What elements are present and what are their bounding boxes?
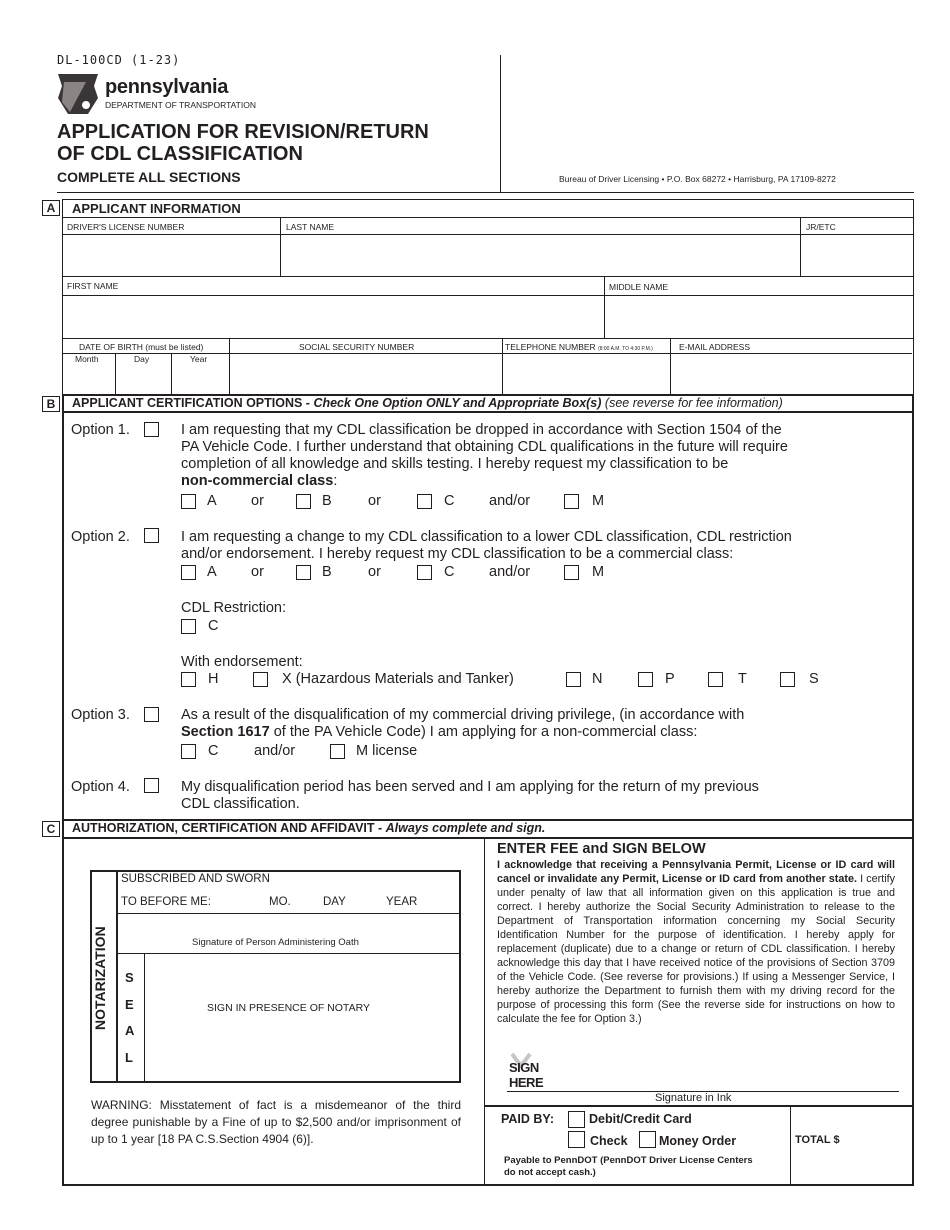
option-1-class-b-label: B [322, 493, 332, 509]
sign-here-line-2: HERE [509, 1075, 544, 1090]
sign-here-line-1: SIGN [509, 1060, 539, 1075]
option-1-class-m-label: M [592, 493, 605, 509]
option-2-class-m-label: M [592, 564, 605, 580]
sworn-line-2: TO BEFORE ME: [121, 896, 211, 908]
acknowledgement-bold: I acknowledge that receiving a Pennsylvania Permit, License or ID card will cancel or invalidate any Permit, License or ID card from another state. [497, 859, 895, 885]
option-3-line-1: As a result of the disqualification of my commercial driving privilege, (in accordance with [181, 707, 745, 723]
seal-letter: E [125, 996, 134, 1012]
total-amount-field[interactable] [850, 1125, 910, 1147]
joiner: or [368, 493, 381, 509]
jr-etc-label: JR/ETC [806, 222, 836, 232]
option-1-class-c-label: C [444, 493, 455, 509]
sworn-line-1: SUBSCRIBED AND SWORN [121, 873, 270, 885]
money-order-label: Money Order [659, 1134, 737, 1148]
joiner: and/or [489, 564, 531, 580]
option-4-line-1: My disqualification period has been served and I am applying for the return of my previous [181, 779, 759, 795]
section-b-title [72, 396, 783, 410]
option-1-class-m-checkbox[interactable] [564, 494, 579, 509]
endorsement-s-checkbox[interactable] [780, 672, 795, 687]
telephone-label [505, 342, 653, 352]
section-b-rule [62, 411, 914, 413]
debit-credit-checkbox[interactable] [568, 1111, 585, 1128]
dob-field[interactable] [64, 365, 228, 393]
email-label: E-MAIL ADDRESS [679, 342, 751, 352]
endorsement-n-checkbox[interactable] [566, 672, 581, 687]
endorsement-s-label: S [809, 671, 819, 687]
section-c-title-italic: Always complete and sign. [385, 821, 546, 835]
option-1-line-2: PA Vehicle Code. I further understand that obtaining CDL qualifications in the future will require [181, 439, 788, 455]
agency-name: pennsylvania [105, 76, 229, 98]
option-2-label: Option 2. [71, 529, 130, 545]
option-3-label: Option 3. [71, 707, 130, 723]
endorsement-t-checkbox[interactable] [708, 672, 723, 687]
telephone-hours: (8:00 A.M. TO 4:30 P.M.) [598, 346, 653, 352]
form-id: DL-100CD (1-23) [57, 53, 181, 67]
telephone-label-text: TELEPHONE NUMBER [505, 342, 596, 352]
option-2-class-m-checkbox[interactable] [564, 565, 579, 580]
oath-signature-label: Signature of Person Administering Oath [192, 937, 359, 948]
joiner: or [251, 493, 264, 509]
option-4-text [181, 779, 759, 813]
notary-inner-divider [116, 871, 118, 1082]
applicant-signature-field[interactable] [548, 1060, 896, 1090]
field-rule [63, 295, 913, 296]
option-1-class-b-checkbox[interactable] [296, 494, 311, 509]
option-3-class-c-checkbox[interactable] [181, 744, 196, 759]
option-1-class-a-checkbox[interactable] [181, 494, 196, 509]
option-4-line-2: CDL classification. [181, 796, 300, 812]
section-a-rule [62, 217, 914, 218]
option-1-class-a-label: A [207, 493, 217, 509]
section-b-title-main: APPLICANT CERTIFICATION OPTIONS - [72, 396, 314, 410]
dl-number-field[interactable] [63, 233, 280, 276]
option-4-checkbox[interactable] [144, 778, 159, 793]
signature-ink-label: Signature in Ink [655, 1092, 732, 1104]
option-3-m-license-label: M license [356, 743, 418, 759]
money-order-checkbox[interactable] [639, 1131, 656, 1148]
first-name-label: FIRST NAME [67, 281, 119, 291]
section-b-title-note: (see reverse for fee information) [601, 396, 783, 410]
middle-name-label: MIDDLE NAME [609, 282, 669, 292]
middle-name-field[interactable] [606, 295, 912, 337]
divider [604, 276, 605, 338]
divider [670, 338, 671, 394]
endorsement-h-label: H [208, 671, 219, 687]
option-3-line-2-rest: of the PA Vehicle Code) I am applying for a non-commercial class: [269, 724, 698, 740]
seal-divider [144, 954, 145, 1082]
dob-month-label: Month [75, 354, 99, 364]
form-title [57, 121, 429, 165]
option-1-label: Option 1. [71, 422, 130, 438]
payment-rule [485, 1105, 913, 1107]
seal-letter: A [125, 1023, 135, 1038]
option-2-class-c-label: C [444, 564, 455, 580]
jr-etc-field[interactable] [802, 233, 912, 276]
joiner: and/or [254, 743, 296, 759]
sign-in-presence-label: SIGN IN PRESENCE OF NOTARY [207, 1002, 370, 1014]
option-1-line-4 [181, 473, 788, 490]
sign-here-label [509, 1060, 543, 1090]
agency-sub: DEPARTMENT OF TRANSPORTATION [105, 100, 256, 110]
paid-by-label: PAID BY: [501, 1112, 555, 1126]
section-a-title: APPLICANT INFORMATION [72, 201, 241, 216]
debit-credit-label: Debit/Credit Card [589, 1112, 692, 1126]
option-2-class-a-checkbox[interactable] [181, 565, 196, 580]
sworn-year: YEAR [386, 896, 418, 908]
check-checkbox[interactable] [568, 1131, 585, 1148]
endorsement-p-checkbox[interactable] [638, 672, 653, 687]
total-label: TOTAL $ [795, 1134, 840, 1146]
seal-letters [125, 965, 134, 1071]
row-rule [62, 338, 914, 339]
option-3-m-license-checkbox[interactable] [330, 744, 345, 759]
option-2-class-b-label: B [322, 564, 332, 580]
warning-text: WARNING: Misstatement of fact is a misdemeanor of the third degree punishable by a Fine of up to $2,500 and/or imprisonment of up to 1 year [18 PA C.S.Section 4904 (6)]. [91, 1098, 461, 1146]
option-4-label: Option 4. [71, 779, 130, 795]
option-2-line-1: I am requesting a change to my CDL classification to a lower CDL classification, CDL restriction [181, 529, 792, 545]
option-2-class-b-checkbox[interactable] [296, 565, 311, 580]
phone-rule [502, 353, 912, 354]
dob-year-label: Year [190, 354, 208, 364]
telephone-field[interactable] [504, 355, 669, 393]
divider [800, 217, 801, 276]
bureau-address: Bureau of Driver Licensing • P.O. Box 68272 • Harrisburg, PA 17109-8272 [559, 174, 836, 184]
option-1-line-3: completion of all knowledge and skills testing. I hereby request my classification to be [181, 456, 729, 472]
title-line-2: OF CDL CLASSIFICATION [57, 143, 303, 165]
endorsement-x-label: X (Hazardous Materials and Tanker) [282, 671, 514, 687]
section-c-letter: C [42, 821, 60, 837]
section-c-divider [484, 838, 485, 1185]
title-line-1: APPLICATION FOR REVISION/RETURN [57, 121, 429, 143]
seal-letter: S [125, 970, 134, 985]
check-label: Check [590, 1134, 628, 1148]
option-3-class-c-label: C [208, 743, 219, 759]
option-3-line-2 [181, 724, 744, 741]
total-divider [790, 1106, 791, 1185]
option-2-text [181, 529, 792, 563]
dl-number-label: DRIVER'S LICENSE NUMBER [67, 222, 185, 232]
seal-letter: L [125, 1049, 133, 1065]
divider [502, 338, 503, 394]
ssn-rule [229, 353, 502, 354]
joiner: and/or [489, 493, 531, 509]
notarization-label: NOTARIZATION [92, 926, 108, 1030]
section-b-letter: B [42, 396, 60, 412]
option-1-line-1: I am requesting that my CDL classification be dropped in accordance with Section 1504 of the [181, 422, 782, 438]
last-name-field[interactable] [282, 233, 799, 276]
row-rule [62, 276, 914, 277]
cdl-restriction-label: CDL Restriction: [181, 600, 287, 616]
restriction-c-checkbox[interactable] [181, 619, 196, 634]
notary-rule [118, 953, 459, 954]
payable-note: Payable to PennDOT (PennDOT Driver License Centers do not accept cash.) [504, 1155, 753, 1178]
option-1-text [181, 422, 788, 490]
header-rule [57, 192, 914, 193]
option-2-class-a-label: A [207, 564, 217, 580]
restriction-c-label: C [208, 618, 219, 634]
dob-label: DATE OF BIRTH (must be listed) [79, 342, 204, 352]
subtitle: COMPLETE ALL SECTIONS [57, 169, 241, 185]
acknowledgement-text [497, 858, 895, 1026]
endorsement-t-label: T [738, 671, 747, 687]
sworn-mo: MO. [269, 896, 291, 908]
header-divider [500, 55, 501, 192]
endorsement-label: With endorsement: [181, 654, 303, 670]
option-2-class-c-checkbox[interactable] [417, 565, 432, 580]
field-rule [63, 234, 913, 235]
option-1-noncommercial: non-commercial class [181, 473, 334, 489]
endorsement-h-checkbox[interactable] [181, 672, 196, 687]
section-a-letter: A [42, 200, 60, 216]
section-c-title [72, 821, 545, 835]
sworn-day: DAY [323, 896, 346, 908]
option-1-class-c-checkbox[interactable] [417, 494, 432, 509]
keystone-logo-icon [56, 72, 100, 116]
notary-seal-area[interactable] [146, 955, 459, 1081]
section-1617: Section 1617 [181, 724, 270, 740]
option-2-checkbox[interactable] [144, 528, 159, 543]
joiner: or [251, 564, 264, 580]
option-2-line-2: and/or endorsement. I hereby request my CDL classification to be a commercial class: [181, 546, 734, 562]
option-1-colon: : [333, 473, 338, 489]
ssn-label: SOCIAL SECURITY NUMBER [299, 342, 415, 352]
first-name-field[interactable] [63, 295, 603, 337]
email-field[interactable] [672, 355, 912, 393]
option-1-checkbox[interactable] [144, 422, 159, 437]
section-c-title-main: AUTHORIZATION, CERTIFICATION AND AFFIDAVIT - [72, 821, 386, 835]
section-b-title-italic: Check One Option ONLY and Appropriate Box(s) [313, 396, 602, 410]
fee-title: ENTER FEE and SIGN BELOW [497, 841, 706, 857]
endorsement-n-label: N [592, 671, 603, 687]
section-c-rule [62, 837, 914, 839]
acknowledgement-rest: I certify under penalty of law that all information given on this application is true and correct. I hereby authorize the Social Security Administration to release to the Department of Transportation information concerning my Social Security Identification Number for the purpose of identification. I hereby apply for replacement (duplicate) due to a change or return of CDL classification. I hereby acknowledge this day that I have received notice of the provisions of Section 3709 of the Vehicle Code. (See reverse for provisions.) If using a Messenger Service, I hereby authorize the Department to furnish them with my driving record for the purpose of processing this form (See the reverse side for instructions on how to calculate the fee for Option 3.) [497, 873, 895, 1025]
endorsement-x-checkbox[interactable] [253, 672, 268, 687]
last-name-label: LAST NAME [286, 222, 335, 232]
divider [280, 217, 281, 276]
option-3-checkbox[interactable] [144, 707, 159, 722]
ssn-field[interactable] [231, 355, 501, 393]
joiner: or [368, 564, 381, 580]
dob-day-label: Day [134, 354, 150, 364]
endorsement-p-label: P [665, 671, 675, 687]
divider [229, 338, 230, 394]
option-3-text [181, 707, 744, 741]
